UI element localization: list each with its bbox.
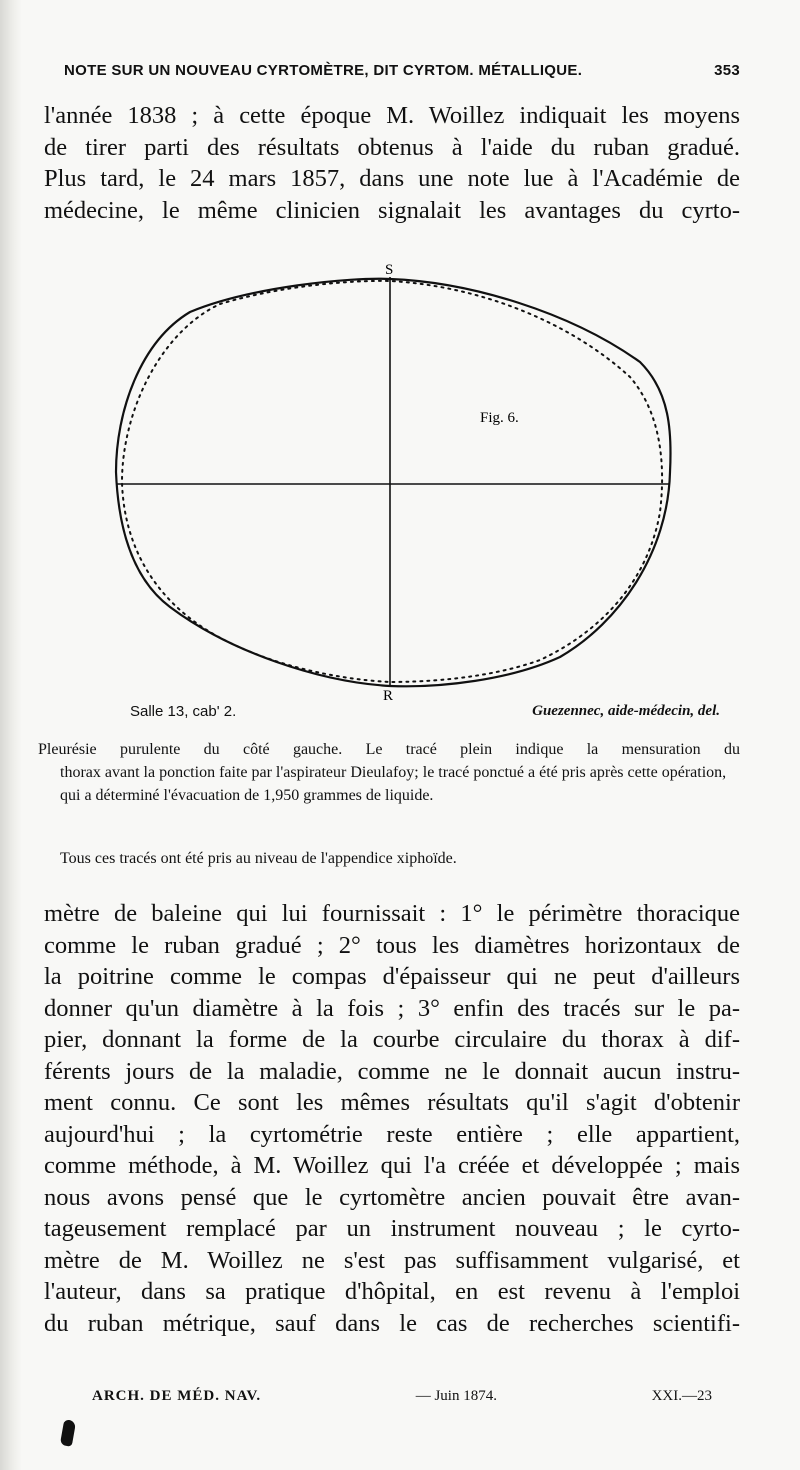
top-paragraph [44,100,740,226]
text-line: mètre de baleine qui lui fournissait : 1° le périmètre thoracique [44,900,740,927]
text-line: donner qu'un diamètre à la fois ; 3° enfin des tracés sur le pa- [44,994,740,1022]
caption-note: Tous ces tracés ont été pris au niveau de l'appendice xiphoïde. [60,850,457,867]
text-line: férents jours de la maladie, comme ne le donnait aucun instru- [44,1057,740,1085]
running-head-title: NOTE SUR UN NOUVEAU CYRTOMÈTRE, DIT CYRTOM. MÉTALLIQUE. [64,62,583,79]
footer-signature: XXI.—23 [651,1388,712,1404]
text-line: médecine, le même clinicien signalait les avantages du cyrto- [44,196,740,224]
running-head [64,62,740,79]
caption-first-line: Pleurésie purulente du côté gauche. Le tracé plein indique la mensuration du [38,741,740,758]
text-line: comme méthode, à M. Woillez qui l'a créée et développée ; mais [44,1152,740,1179]
thorax-tracing-svg [100,262,700,702]
page-edge-shadow [0,0,22,1470]
footer-date: — Juin 1874. [415,1388,497,1404]
dotted-tracing [122,281,662,682]
page-footer [92,1388,712,1405]
text-line: mètre de M. Woillez ne s'est pas suffisamment vulgarisé, et [44,1246,740,1274]
text-line: nous avons pensé que le cyrtomètre ancien pouvait être avan- [44,1183,740,1211]
text-line: pier, donnant la forme de la courbe circulaire du thorax à dif- [44,1026,740,1053]
footer-journal: ARCH. DE MÉD. NAV. [92,1388,262,1404]
page-number: 353 [714,62,740,79]
credit-left: Salle 13, cab' 2. [130,703,237,720]
text-line: aujourd'hui ; la cyrtométrie reste entière ; elle appartient, [44,1120,740,1148]
fig-label: Fig. 6. [480,410,519,426]
text-line: ment connu. Ce sont les mêmes résultats qu'il s'agit d'obtenir [44,1089,740,1116]
text-line: de tirer parti des résultats obtenus à l'aide du ruban gradué. [44,133,740,161]
text-line: comme le ruban gradué ; 2° tous les diamètres horizontaux de [44,931,740,959]
text-line: du ruban métrique, sauf dans le cas de recherches scientifi- [44,1309,740,1337]
label-top: S [385,262,394,278]
credit-right: Guezennec, aide-médecin, del. [532,703,720,719]
caption-rest: thorax avant la ponction faite par l'aspirateur Dieulafoy; le tracé ponctué a été pris après cette opération, qui a déterminé l'évacuation de 1,950 grammes de liquide. [60,764,727,804]
text-line: Plus tard, le 24 mars 1857, dans une note lue à l'Académie de [44,165,740,192]
ink-mark [60,1419,76,1447]
text-line: l'année 1838 ; à cette époque M. Woillez indiquait les moyens [44,102,740,129]
label-bottom: R [383,688,394,702]
figure-credits [130,703,720,720]
text-line: l'auteur, dans sa pratique d'hôpital, en est revenu à l'emploi [44,1278,740,1305]
bottom-paragraph [44,898,740,1339]
text-line: la poitrine comme le compas d'épaisseur qui ne peut d'ailleurs [44,963,740,990]
figure-caption [38,738,740,807]
text-line: tageusement remplacé par un instrument nouveau ; le cyrto- [44,1215,740,1242]
thorax-tracing-figure [100,262,700,702]
